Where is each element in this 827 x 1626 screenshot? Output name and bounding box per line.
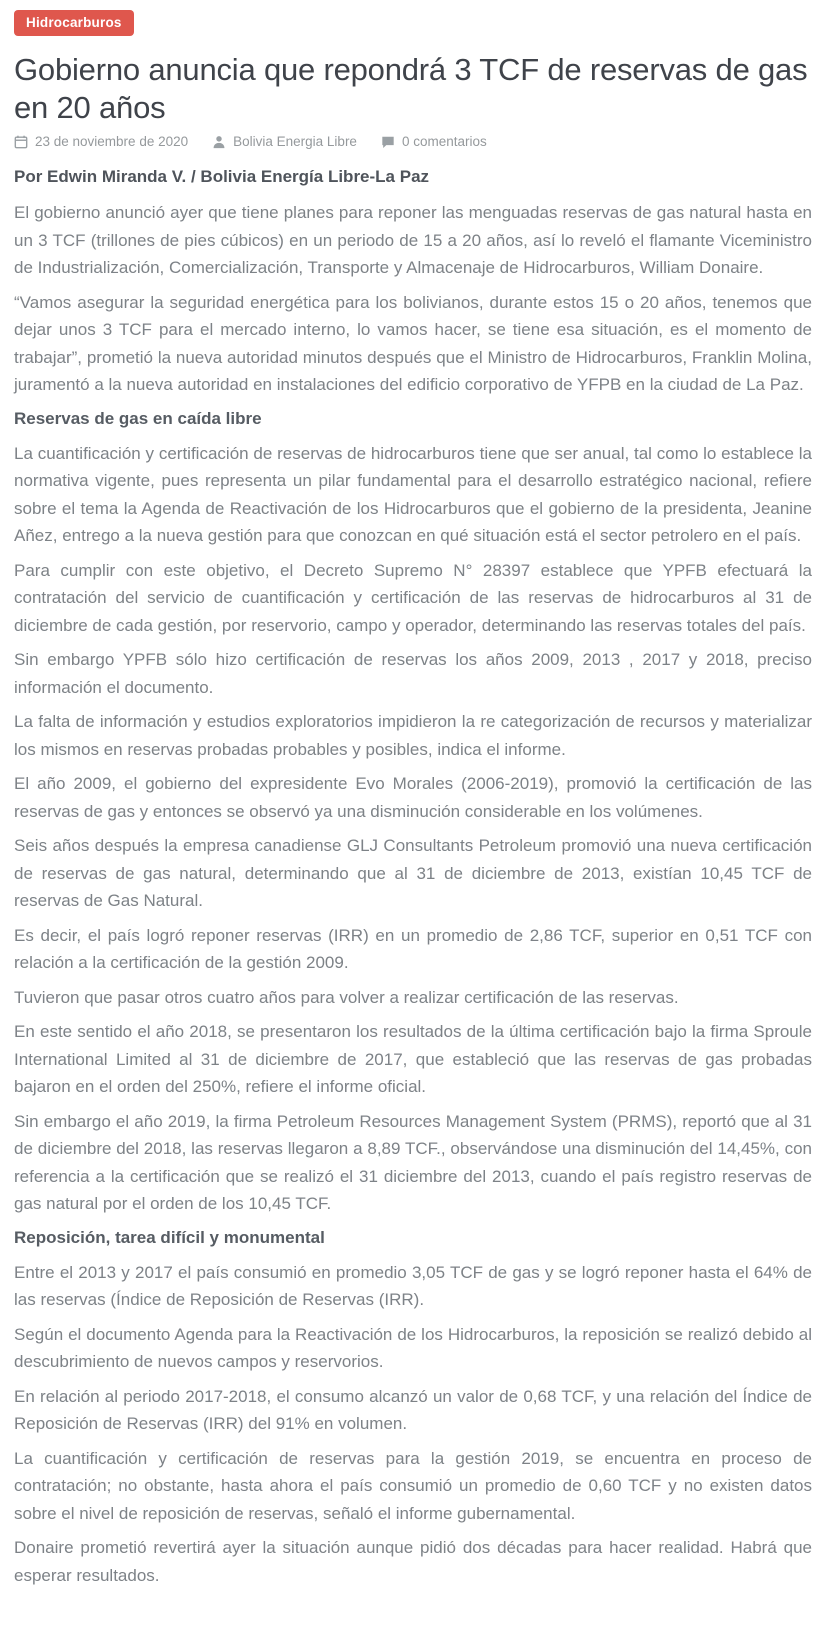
section-heading: Reposición, tarea difícil y monumental <box>14 1227 325 1247</box>
post-date-label: 23 de noviembre de 2020 <box>35 134 189 150</box>
comments-link[interactable] <box>381 134 487 149</box>
paragraph: El año 2009, el gobierno del expresidente Evo Morales (2006-2019), promovió la certificación de las reservas de gas y entonces se observó ya una disminución considerable en los volúmenes. <box>14 774 812 821</box>
category-badge[interactable]: Hidrocarburos <box>14 10 134 36</box>
comments-count: 0 comentarios <box>401 134 487 150</box>
paragraph: Seis años después la empresa canadiense GLJ Consultants Petroleum promovió una nueva certificación de reservas de gas natural, determinando que al 31 de diciembre de 2013, existían 10,45 TCF de reservas de Gas Natural. <box>14 836 812 911</box>
page-title: Gobierno anuncia que repondrá 3 TCF de reservas de gas en 20 años <box>14 52 808 126</box>
paragraph: Según el documento Agenda para la Reactivación de los Hidrocarburos, la reposición se realizó debido al descubrimiento de nuevos campos y reservorios. <box>14 1324 812 1372</box>
paragraph: Sin embargo el año 2019, la firma Petroleum Resources Management System (PRMS), reportó que al 31 de diciembre del 2018, las reservas llegaron a 8,89 TCF., observándose una disminución del 14,45%, con referencia a la certificación que se realizó el 31 diciembre del 2013, cuando el país registro reservas de gas natural por el orden de los 10,45 TCF. <box>14 1111 812 1214</box>
paragraph: La falta de información y estudios exploratorios impidieron la re categorización de recursos y materializar los mismos en reservas probadas probables y posibles, indica el informe. <box>14 712 812 759</box>
paragraph: Es decir, el país logró reponer reservas (IRR) en un promedio de 2,86 TCF, superior en 0,51 TCF con relación a la certificación de la gestión 2009. <box>14 925 812 973</box>
paragraph: La cuantificación y certificación de reservas para la gestión 2019, se encuentra en proceso de contratación; no obstante, hasta ahora el país consumió un promedio de 0,60 TCF y no existen datos sobre el nivel de reposición de reservas, señaló el informe gubernamental. <box>14 1448 812 1523</box>
paragraph: En relación al periodo 2017-2018, el consumo alcanzó un valor de 0,68 TCF, y una relación del Índice de Reposición de Reservas (IRR) del 91% en volumen. <box>14 1386 812 1434</box>
paragraph: En este sentido el año 2018, se presentaron los resultados de la última certificación bajo la firma Sproule International Limited al 31 de diciembre de 2017, que estableció que las reservas de gas probadas bajaron en el orden del 250%, refiere el informe oficial. <box>14 1022 812 1097</box>
paragraph: “Vamos asegurar la seguridad energética para los bolivianos, durante estos 15 o 20 años, tenemos que dejar unos 3 TCF para el mercado interno, lo vamos hacer, se tiene esa situación, es el momento de trabajar”, prometió la nueva autoridad minutos después que el Ministro de Hidrocarburos, Franklin Molina, juramentó a la nueva autoridad en instalaciones del edificio corporativo de YFPB en la ciudad de La Paz. <box>14 292 812 395</box>
post-meta <box>14 134 812 149</box>
paragraph: El gobierno anunció ayer que tiene planes para reponer las menguadas reservas de gas natural hasta en un 3 TCF (trillones de pies cúbicos) en un periodo de 15 a 20 años, así lo reveló el flamante Viceministro de Industrialización, Comercialización, Transporte y Almacenaje de Hidrocarburos, William Donaire. <box>14 203 812 278</box>
speech-bubble-icon <box>381 135 395 149</box>
paragraph: La cuantificación y certificación de reservas de hidrocarburos tiene que ser anual, tal como lo establece la normativa vigente, pues representa un pilar fundamental para el desarrollo estratégico nacional, refiere sobre el tema la Agenda de Reactivación de los Hidrocarburos que el gobierno de la presidenta, Jeanine Añez, entrego a la nueva gestión para que conozcan en qué situación está el sector petrolero en el país. <box>14 443 812 546</box>
post-author-label: Bolivia Energia Libre <box>233 134 357 150</box>
byline: Por Edwin Miranda V. / Bolivia Energía Libre-La Paz <box>14 167 430 187</box>
section-heading: Reservas de gas en caída libre <box>14 408 262 428</box>
calendar-icon <box>14 135 28 149</box>
paragraph: Tuvieron que pasar otros cuatro años para volver a realizar certificación de las reservas. <box>14 987 679 1007</box>
paragraph: Para cumplir con este objetivo, el Decreto Supremo N° 28397 establece que YPFB efectuará la contratación del servicio de cuantificación y certificación de las reservas de hidrocarburos al 31 de diciembre de cada gestión, por reservorio, campo y operador, determinando las reservas totales del país. <box>14 560 812 635</box>
post-author[interactable] <box>212 134 357 149</box>
person-icon <box>212 135 226 149</box>
paragraph: Sin embargo YPFB sólo hizo certificación de reservas los años 2009, 2013 , 2017 y 2018, preciso información el documento. <box>14 650 812 697</box>
post-date <box>14 134 188 149</box>
paragraph: Donaire prometió revertirá ayer la situación aunque pidió dos décadas para hacer realidad. Habrá que esperar resultados. <box>14 1538 812 1585</box>
paragraph: Entre el 2013 y 2017 el país consumió en promedio 3,05 TCF de gas y se logró reponer hasta el 64% de las reservas (Índice de Reposición de Reservas (IRR). <box>14 1262 812 1310</box>
